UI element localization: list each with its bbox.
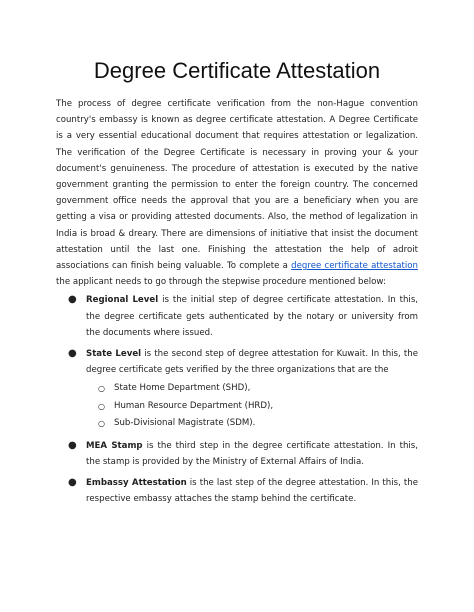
step-label: Regional Level xyxy=(86,295,159,306)
sub-item-text: Sub-Divisional Magistrate (SDM). xyxy=(114,418,256,429)
sub-list-item xyxy=(98,398,418,415)
list-item xyxy=(68,438,418,470)
step-text: is the initial step of degree certificate attestation. In this, the degree certificate gets authenticated by the notary or university from the documents where issued. xyxy=(86,295,419,338)
circle-bullet-icon: ○ xyxy=(98,419,105,429)
bullet-icon: ● xyxy=(68,348,77,360)
degree-attestation-link[interactable]: degree certificate attestation xyxy=(291,261,419,272)
intro-paragraph xyxy=(56,96,418,290)
bullet-icon: ● xyxy=(68,477,77,489)
sub-list-item xyxy=(98,380,418,397)
list-item xyxy=(68,292,419,341)
sub-list xyxy=(86,380,418,432)
step-text: is the third step in the degree certificate attestation. In this, the stamp is provided by the Ministry of External Affairs of India. xyxy=(86,440,418,467)
step-text: is the second step of degree attestation for Kuwait. In this, the degree certificate gets verified by the three organizations that are the xyxy=(86,349,418,376)
step-label: Embassy Attestation xyxy=(86,478,187,489)
bullet-icon: ● xyxy=(68,439,77,451)
sub-item-text: State Home Department (SHD), xyxy=(114,383,251,394)
circle-bullet-icon: ○ xyxy=(98,401,105,411)
bullet-icon: ● xyxy=(68,294,77,306)
sub-item-text: Human Resource Department (HRD), xyxy=(114,400,274,411)
steps-list xyxy=(56,292,418,507)
intro-text: The process of degree certificate verification from the non-Hague convention country's embassy is known as degree certificate attestation. A Degree Certificate is a very essential educational document that requires attestation or legalization. The verification of the Degree Certificate is necessary in proving your & your document's genuineness. The procedure of attestation is executed by the native government granting the permission to enter the foreign country. The concerned government office needs the approval that you are a beneficiary when you are getting a visa or providing attested documents. Also, the method of legalization in India is broad & dreary. There are dimensions of initiative that insist the document attestation until the last one. Finishing the attestation the help of adroit associations can finish being valuable. To complete a xyxy=(56,99,418,272)
step-text: is the last step of the degree attestation. In this, the respective embassy attaches the stamp behind the certificate. xyxy=(86,478,418,505)
list-item xyxy=(68,346,418,433)
intro-text-end: the applicant needs to go through the stepwise procedure mentioned below: xyxy=(56,277,386,288)
circle-bullet-icon: ○ xyxy=(98,384,105,394)
list-item xyxy=(68,475,418,507)
sub-list-item xyxy=(98,415,418,432)
step-label: State Level xyxy=(86,349,142,360)
page-title: Degree Certificate Attestation xyxy=(93,58,381,83)
step-label: MEA Stamp xyxy=(86,440,143,451)
